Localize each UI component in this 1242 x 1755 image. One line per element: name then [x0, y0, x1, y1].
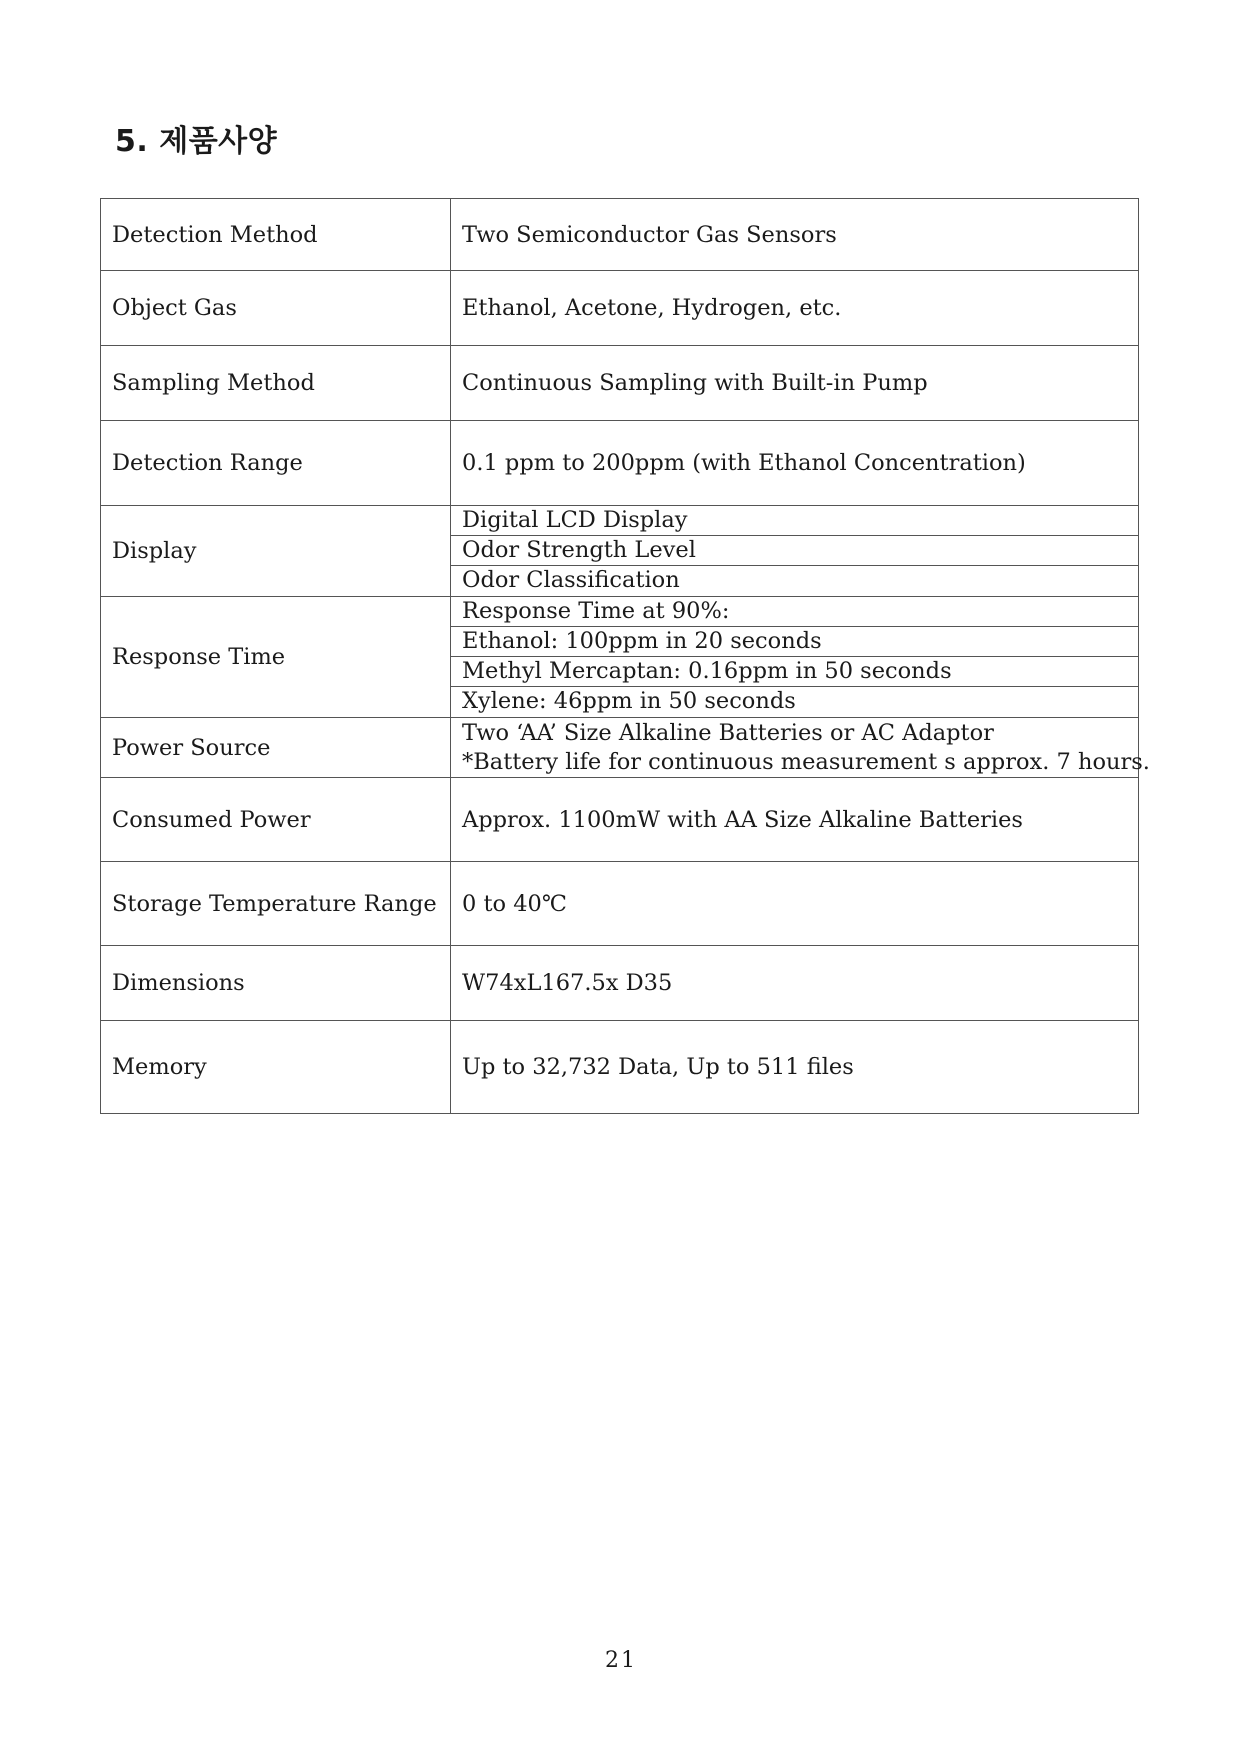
spec-value-line: *Battery life for continuous measurement s approx. 7 hours. [462, 748, 1150, 775]
table-row-object-gas [101, 271, 1139, 346]
table-row-detection-range [101, 421, 1139, 506]
spec-label: Object Gas [101, 271, 451, 346]
spec-value: Continuous Sampling with Built-in Pump [451, 346, 1139, 421]
spec-value-line: Xylene: 46ppm in 50 seconds [462, 688, 796, 714]
spec-value-list [451, 597, 1139, 718]
spec-label: Detection Method [101, 199, 451, 271]
table-row-display [101, 506, 1139, 597]
spec-value: 0 to 40℃ [451, 862, 1139, 946]
spec-label: Sampling Method [101, 346, 451, 421]
spec-value-list [451, 506, 1139, 597]
spec-value-line: Digital LCD Display [451, 506, 1138, 536]
spec-value-line: Odor Strength Level [451, 536, 1138, 566]
spec-label: Detection Range [101, 421, 451, 506]
spec-value: Ethanol, Acetone, Hydrogen, etc. [451, 271, 1139, 346]
spec-value-line: Two ‘AA’ Size Alkaline Batteries or AC Adaptor [462, 719, 994, 746]
spec-value-line: Odor Classification [462, 567, 680, 593]
page-number: 21 [605, 1648, 637, 1673]
spec-label: Response Time [101, 597, 451, 718]
section-title: 5. 제품사양 [115, 124, 278, 159]
table-row-dimensions [101, 946, 1139, 1021]
spec-value-line: Methyl Mercaptan: 0.16ppm in 50 seconds [451, 657, 1138, 687]
table-row-sampling-method [101, 346, 1139, 421]
table-row-memory [101, 1021, 1139, 1114]
spec-value-line: Response Time at 90%: [451, 597, 1138, 627]
table-row-consumed-power [101, 778, 1139, 862]
table-row-response-time [101, 597, 1139, 718]
spec-label: Storage Temperature Range [101, 862, 451, 946]
table-row-detection-method [101, 199, 1139, 271]
spec-label: Dimensions [101, 946, 451, 1021]
spec-value: W74xL167.5x D35 [451, 946, 1139, 1021]
spec-value-line: Ethanol: 100ppm in 20 seconds [451, 627, 1138, 657]
spec-label: Display [101, 506, 451, 597]
spec-label: Memory [101, 1021, 451, 1114]
table-row-storage-temperature [101, 862, 1139, 946]
table-row-power-source [101, 718, 1139, 778]
spec-value: Up to 32,732 Data, Up to 511 files [451, 1021, 1139, 1114]
specification-table [100, 198, 1150, 1114]
spec-value: 0.1 ppm to 200ppm (with Ethanol Concentration) [451, 421, 1139, 506]
spec-label: Consumed Power [101, 778, 451, 862]
spec-value: Two Semiconductor Gas Sensors [451, 199, 1139, 271]
spec-label: Power Source [101, 718, 451, 778]
spec-value: Approx. 1100mW with AA Size Alkaline Batteries [451, 778, 1139, 862]
spec-value-list [451, 718, 1150, 778]
